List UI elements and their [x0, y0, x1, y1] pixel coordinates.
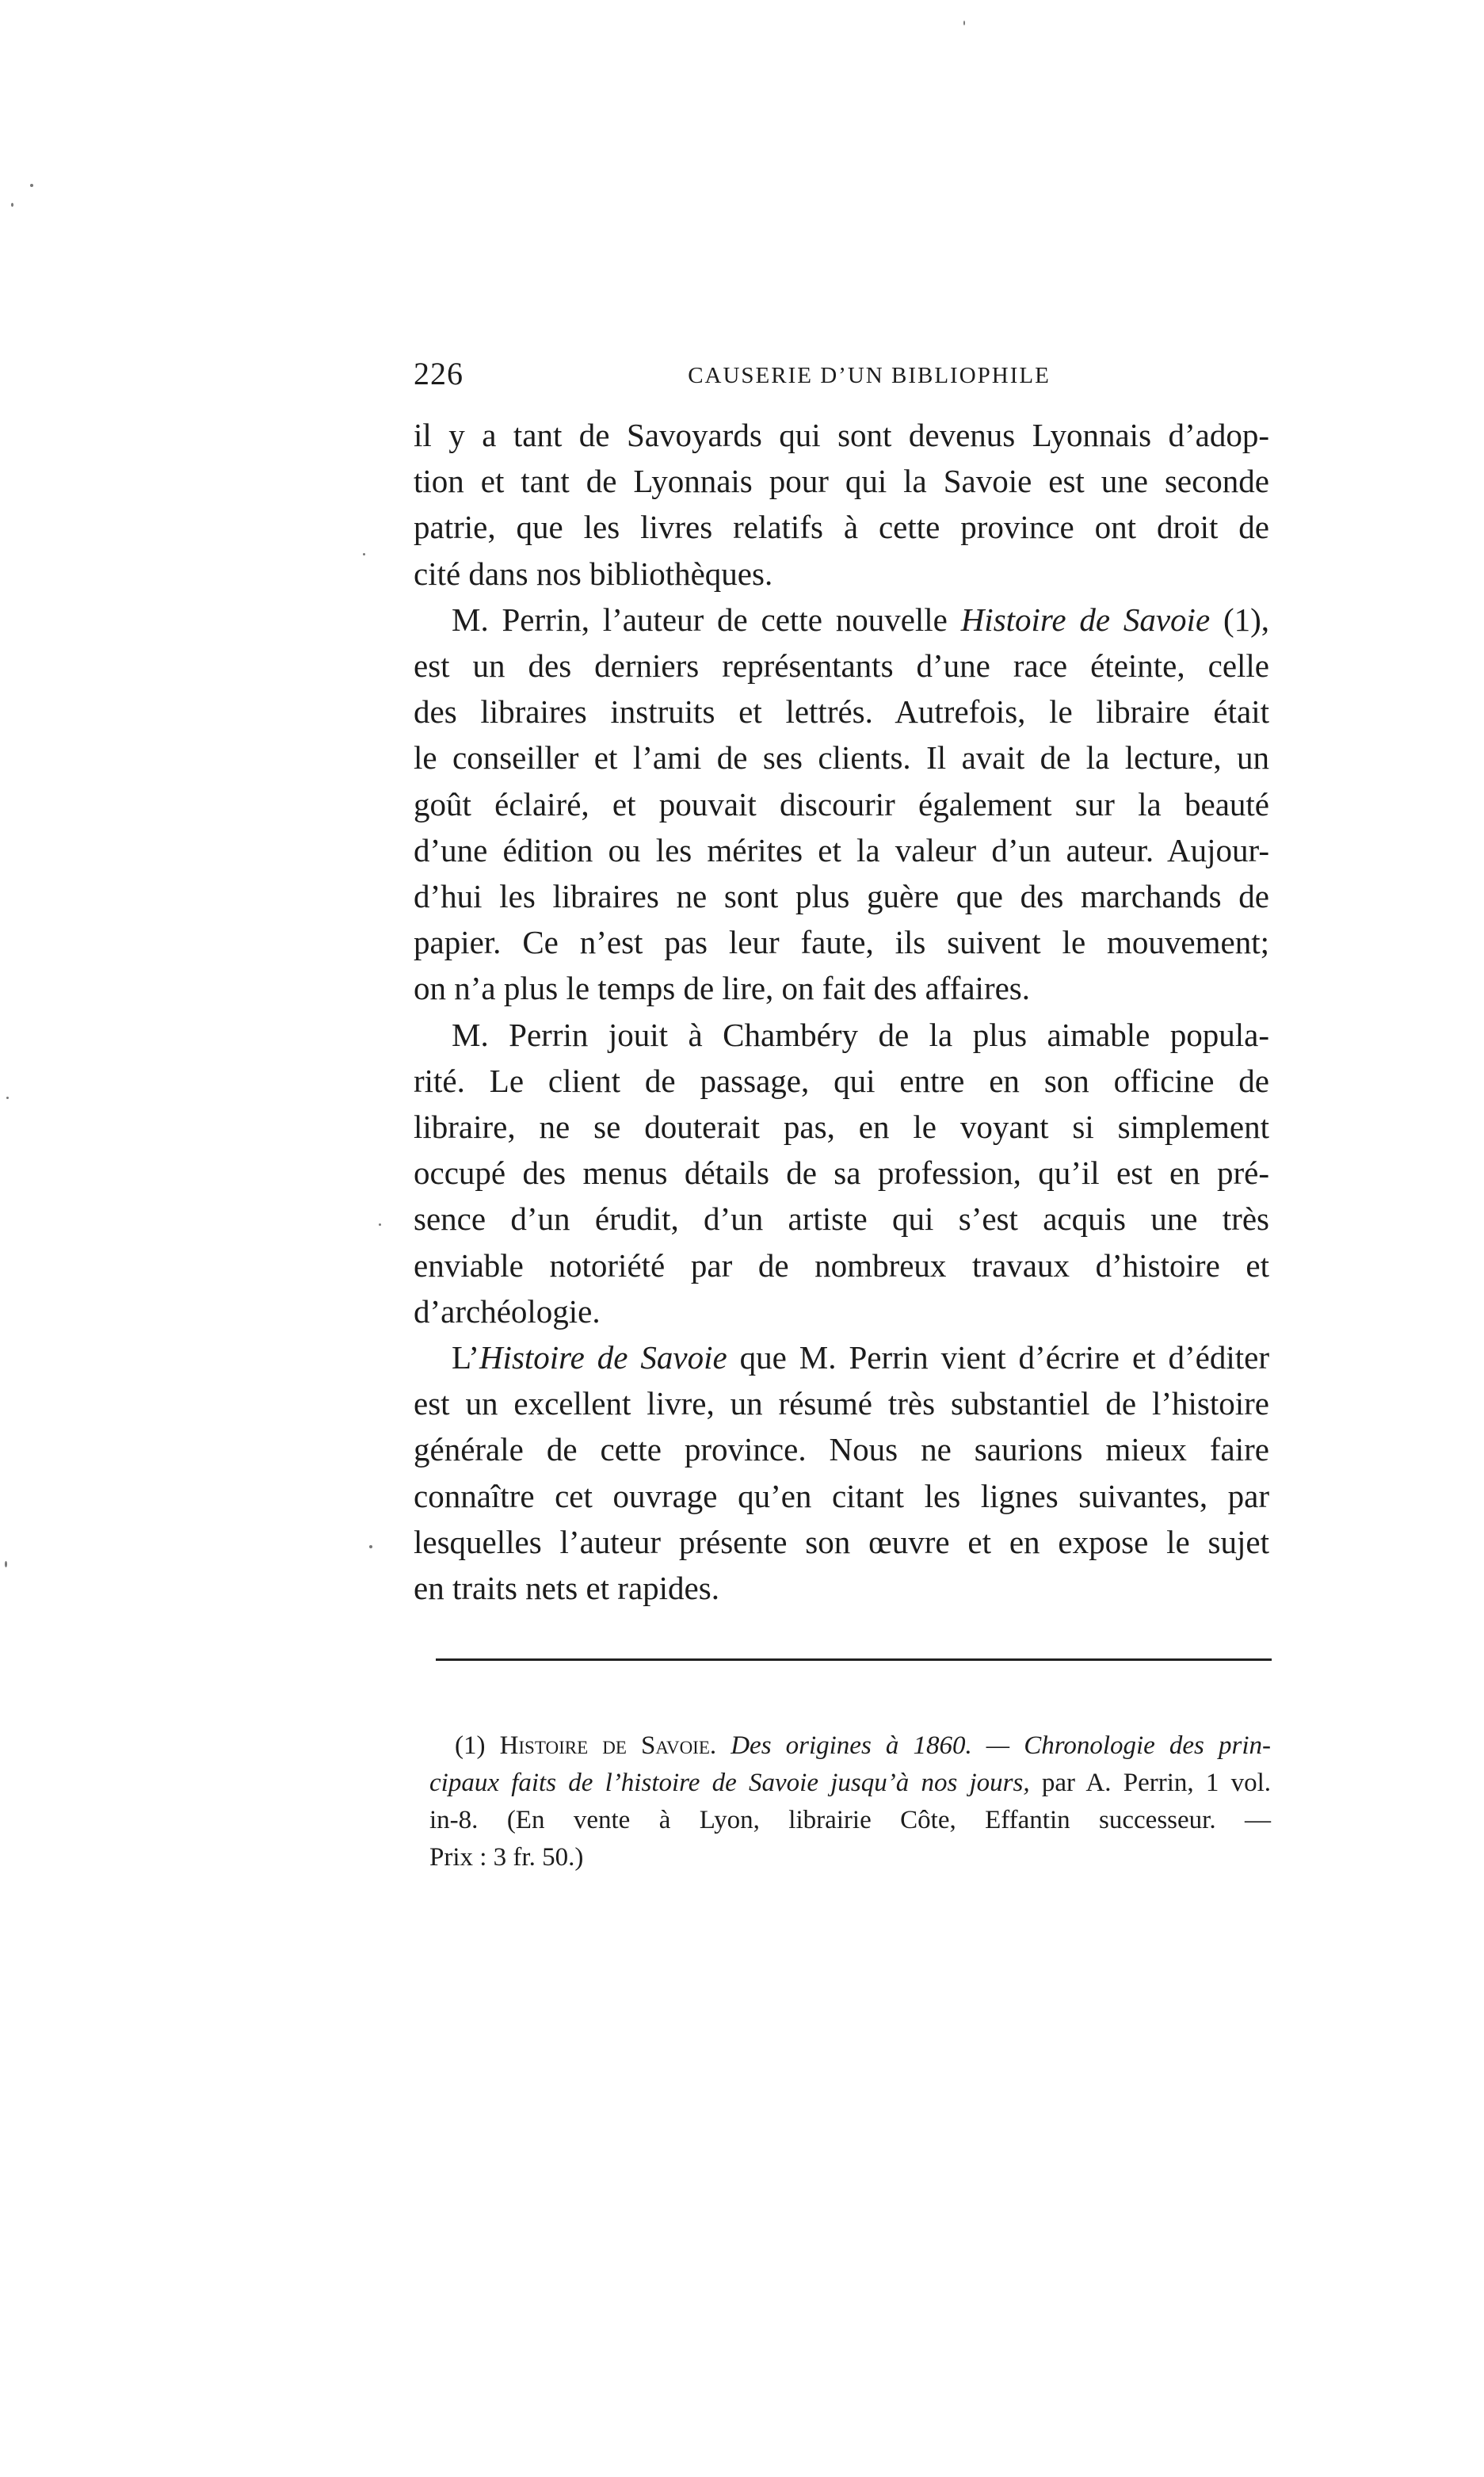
text-line: sence d’un érudit, d’un artiste qui s’est acquis une très	[414, 1200, 1269, 1238]
footnote-ref: (1),	[1210, 601, 1269, 638]
text-line: occupé des menus détails de sa profession, qu’il est en pré-	[414, 1155, 1269, 1192]
paper-speck	[6, 1097, 9, 1099]
text-run: que M. Perrin vient d’écrire et d’éditer	[727, 1339, 1269, 1376]
paragraph-2	[414, 597, 1269, 1012]
text-line: d’hui les libraires ne sont plus guère que des marchands de	[414, 878, 1269, 915]
footnote-line	[429, 1727, 1271, 1765]
text-line: enviable notoriété par de nombreux travaux d’histoire et	[414, 1246, 1269, 1284]
paragraph-4	[414, 1334, 1269, 1611]
page-header	[414, 355, 1277, 403]
paper-speck	[363, 553, 365, 555]
text-run: M. Perrin, l’auteur de cette nouvelle	[452, 601, 961, 638]
text-line: M. Perrin jouit à Chambéry de la plus aimable popula-	[452, 1016, 1269, 1053]
book-title: Histoire de Savoie	[960, 601, 1211, 638]
footnote-subtitle: Des origines à 1860. — Chronologie des prin-	[716, 1731, 1271, 1760]
paragraph-3	[414, 1012, 1269, 1334]
paper-speck	[379, 1223, 381, 1226]
text-line: générale de cette province. Nous ne saurions mieux faire	[414, 1431, 1269, 1468]
text-line: le conseiller et l’ami de ses clients. Il avait de la lecture, un	[414, 739, 1269, 777]
paper-speck	[5, 1561, 7, 1567]
footnote-line: Prix : 3 fr. 50.)	[429, 1843, 584, 1872]
paper-speck	[369, 1545, 372, 1548]
paper-speck	[30, 184, 33, 187]
text-line: cité dans nos bibliothèques.	[414, 555, 773, 592]
paragraph-1	[414, 412, 1269, 597]
text-run: L’	[452, 1339, 479, 1376]
text-line: il y a tant de Savoyards qui sont devenus Lyonnais d’adop-	[414, 417, 1269, 453]
footnote	[429, 1727, 1271, 1876]
footnote-marker: (1)	[455, 1731, 500, 1760]
footnote-line	[429, 1765, 1271, 1802]
text-line: on n’a plus le temps de lire, on fait des affaires.	[414, 970, 1030, 1007]
paper-speck	[963, 21, 965, 25]
running-head: CAUSERIE D’UN BIBLIOPHILE	[688, 363, 1051, 388]
text-line: goût éclairé, et pouvait discourir également sur la beauté	[414, 785, 1269, 822]
text-line: connaître cet ouvrage qu’en citant les lignes suivantes, par	[414, 1477, 1269, 1514]
text-line: lesquelles l’auteur présente son œuvre et en expose le sujet	[414, 1523, 1269, 1560]
text-run: par A. Perrin, 1 vol.	[1029, 1769, 1271, 1797]
footnote-subtitle: cipaux faits de l’histoire de Savoie jusqu’à nos jours,	[429, 1769, 1030, 1797]
footnote-line: in-8. (En vente à Lyon, librairie Côte, Effantin successeur. —	[429, 1806, 1271, 1834]
text-line: patrie, que les livres relatifs à cette province ont droit de	[414, 509, 1269, 546]
text-line: en traits nets et rapides.	[414, 1570, 719, 1607]
page-number: 226	[414, 356, 464, 391]
text-line: est un excellent livre, un résumé très substantiel de l’histoire	[414, 1385, 1269, 1422]
text-line: papier. Ce n’est pas leur faute, ils suivent le mouvement;	[414, 924, 1269, 961]
text-line: est un des derniers représentants d’une race éteinte, celle	[414, 647, 1269, 685]
text-line	[414, 597, 1269, 643]
text-line: tion et tant de Lyonnais pour qui la Savoie est une seconde	[414, 463, 1269, 500]
text-line: d’une édition ou les mérites et la valeur d’un auteur. Aujour-	[414, 831, 1269, 868]
text-line: des libraires instruits et lettrés. Autrefois, le libraire était	[414, 693, 1269, 731]
text-line: d’archéologie.	[414, 1292, 601, 1330]
text-line: rité. Le client de passage, qui entre en son officine de	[414, 1062, 1269, 1099]
text-line	[414, 1334, 1269, 1380]
paper-speck	[11, 203, 13, 207]
text-line: libraire, ne se douterait pas, en le voyant si simplement	[414, 1109, 1269, 1146]
footnote-divider	[436, 1658, 1272, 1661]
footnote-title: Histoire de Savoie.	[499, 1731, 717, 1760]
body-text	[414, 412, 1269, 1611]
book-title: Histoire de Savoie	[479, 1339, 727, 1376]
